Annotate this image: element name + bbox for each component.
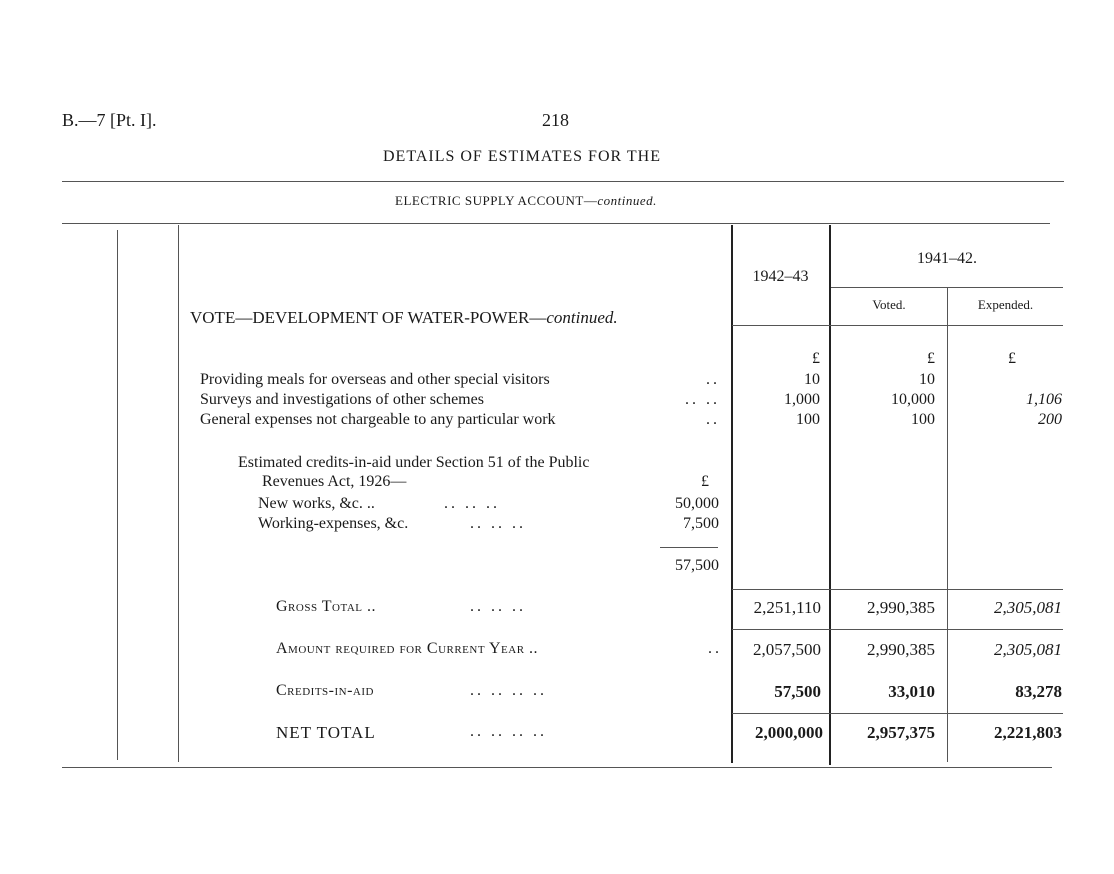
rule-table-top bbox=[62, 223, 1050, 224]
item-label: General expenses not chargeable to any particular work bbox=[200, 411, 556, 428]
total-voted: 2,990,385 bbox=[867, 598, 935, 617]
rule-bottom bbox=[62, 767, 1052, 768]
total-voted: 2,957,375 bbox=[867, 723, 935, 742]
currency-expended: £ bbox=[1008, 350, 1016, 367]
total-current: 2,057,500 bbox=[753, 640, 821, 659]
credits-row-dots: .. .. .. bbox=[444, 495, 500, 512]
credits-row-label: Working-expenses, &c. bbox=[258, 515, 409, 532]
rule-header-bottom bbox=[732, 325, 1063, 326]
credits-row-value: 7,500 bbox=[683, 515, 719, 532]
vote-title-main: VOTE—DEVELOPMENT OF WATER-POWER— bbox=[190, 308, 547, 327]
total-dots: .. .. .. .. bbox=[470, 682, 547, 699]
rule-total-2 bbox=[732, 713, 1063, 714]
total-current: 2,000,000 bbox=[755, 723, 823, 742]
item-dots: .. bbox=[706, 411, 720, 428]
credits-heading-line1: Estimated credits-in-aid under Section 51 of the Public bbox=[238, 454, 590, 471]
header-previous-year: 1941–42. bbox=[917, 250, 977, 267]
item-label: Surveys and investigations of other schemes bbox=[200, 391, 484, 408]
credits-sum-rule bbox=[660, 547, 718, 548]
item-voted: 100 bbox=[911, 411, 935, 428]
item-current: 10 bbox=[804, 371, 820, 388]
item-dots: .. .. bbox=[685, 391, 720, 408]
header-expended: Expended. bbox=[977, 297, 1034, 312]
item-expended: 1,106 bbox=[1026, 391, 1062, 408]
total-voted: 33,010 bbox=[888, 682, 935, 701]
total-current: 57,500 bbox=[774, 682, 821, 701]
item-label: Providing meals for overseas and other special visitors bbox=[200, 371, 550, 388]
vote-title bbox=[190, 308, 618, 328]
credits-row-dots: .. .. .. bbox=[470, 515, 526, 532]
total-label: Credits-in-aid bbox=[276, 682, 374, 699]
total-label: NET TOTAL bbox=[276, 723, 376, 742]
document-ref: B.—7 [Pt. I]. bbox=[62, 110, 157, 130]
account-subtitle-italic: continued. bbox=[597, 193, 657, 208]
currency-voted: £ bbox=[927, 350, 935, 367]
page-title: DETAILS OF ESTIMATES FOR THE bbox=[383, 148, 661, 165]
total-label: Amount required for Current Year .. bbox=[276, 640, 539, 657]
currency-current: £ bbox=[812, 350, 820, 367]
credits-total: 57,500 bbox=[675, 557, 719, 574]
credits-row-value: 50,000 bbox=[675, 495, 719, 512]
item-expended: 200 bbox=[1038, 411, 1062, 428]
page-number: 218 bbox=[542, 110, 569, 130]
total-label: Gross Total .. bbox=[276, 598, 377, 615]
account-subtitle-main: ELECTRIC SUPPLY ACCOUNT— bbox=[395, 193, 598, 208]
rule-total-1 bbox=[732, 629, 1063, 630]
credits-heading-line2: Revenues Act, 1926— bbox=[262, 473, 407, 490]
total-dots: .. bbox=[708, 640, 722, 657]
item-voted: 10,000 bbox=[891, 391, 935, 408]
item-dots: .. bbox=[706, 371, 720, 388]
margin-line-1 bbox=[117, 230, 118, 760]
total-expended: 83,278 bbox=[1015, 682, 1062, 701]
total-expended: 2,305,081 bbox=[994, 640, 1062, 659]
total-current: 2,251,110 bbox=[753, 598, 821, 617]
header-voted: Voted. bbox=[872, 297, 906, 312]
rule-top bbox=[62, 181, 1064, 182]
account-subtitle bbox=[395, 193, 657, 209]
credits-currency: £ bbox=[701, 473, 709, 490]
rule-year-split bbox=[831, 287, 1063, 288]
header-current-year: 1942–43 bbox=[752, 268, 809, 285]
vote-title-italic: continued. bbox=[546, 308, 618, 327]
total-expended: 2,221,803 bbox=[994, 723, 1062, 742]
credits-row-label: New works, &c. .. bbox=[258, 495, 375, 512]
item-voted: 10 bbox=[919, 371, 935, 388]
total-dots: .. .. .. .. bbox=[470, 723, 547, 740]
margin-line-2 bbox=[178, 225, 179, 762]
total-expended: 2,305,081 bbox=[994, 598, 1062, 617]
item-current: 1,000 bbox=[784, 391, 820, 408]
item-current: 100 bbox=[796, 411, 820, 428]
total-dots: .. .. .. bbox=[470, 598, 526, 615]
rule-totals-top bbox=[732, 589, 1063, 590]
total-voted: 2,990,385 bbox=[867, 640, 935, 659]
